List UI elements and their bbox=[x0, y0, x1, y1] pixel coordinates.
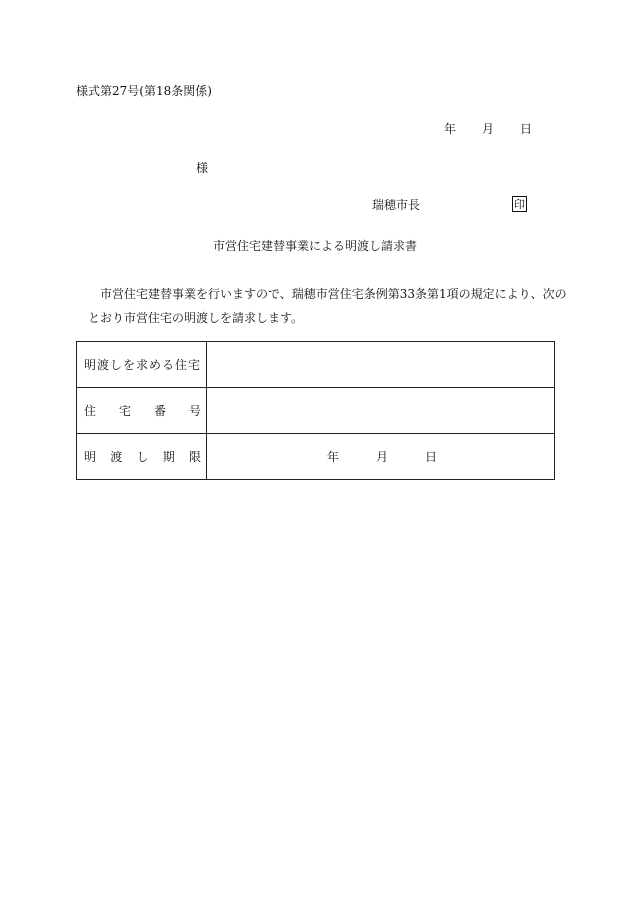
label-char: 期 bbox=[162, 450, 175, 464]
seal-stamp-mark: 印 bbox=[514, 198, 525, 211]
deadline-month: 月 bbox=[376, 450, 389, 464]
table-row bbox=[77, 342, 555, 388]
table-row bbox=[77, 388, 555, 434]
deadline-day: 日 bbox=[425, 450, 438, 464]
deadline-date bbox=[207, 448, 554, 465]
body-text bbox=[76, 282, 567, 330]
row-label-house-number bbox=[77, 388, 207, 434]
label-char: 号 bbox=[188, 404, 201, 418]
label-char: 番 bbox=[153, 404, 166, 418]
label-char: 明 bbox=[84, 450, 97, 464]
row-value-house[interactable] bbox=[207, 342, 555, 388]
row-value-deadline[interactable] bbox=[207, 434, 555, 480]
row-label-deadline bbox=[77, 434, 207, 480]
label-text bbox=[84, 448, 201, 465]
addressee-suffix: 様 bbox=[196, 161, 209, 175]
request-table bbox=[76, 341, 555, 480]
table-row bbox=[77, 434, 555, 480]
body-line-1: 市営住宅建替事業を行いますので、瑞穂市営住宅条例第33条第1項の規定により、次の bbox=[100, 287, 567, 301]
document-title: 市営住宅建替事業による明渡し請求書 bbox=[213, 239, 418, 253]
form-number: 様式第27号(第18条関係) bbox=[76, 84, 212, 98]
date-line bbox=[444, 123, 532, 135]
issuer-name: 瑞穂市長 bbox=[372, 198, 421, 212]
deadline-year: 年 bbox=[327, 450, 340, 464]
label-text: 明渡しを求める住宅 bbox=[84, 358, 202, 372]
body-line-2: とおり市営住宅の明渡しを請求します。 bbox=[88, 311, 304, 325]
label-text bbox=[84, 402, 201, 419]
date-day: 日 bbox=[520, 122, 533, 136]
label-char: 渡 bbox=[110, 450, 123, 464]
label-char: 宅 bbox=[118, 404, 131, 418]
date-year: 年 bbox=[444, 122, 457, 136]
label-char: 限 bbox=[188, 450, 201, 464]
row-label-house bbox=[77, 342, 207, 388]
date-month: 月 bbox=[482, 122, 495, 136]
label-char: し bbox=[136, 450, 149, 464]
row-value-house-number[interactable] bbox=[207, 388, 555, 434]
label-char: 住 bbox=[84, 404, 97, 418]
